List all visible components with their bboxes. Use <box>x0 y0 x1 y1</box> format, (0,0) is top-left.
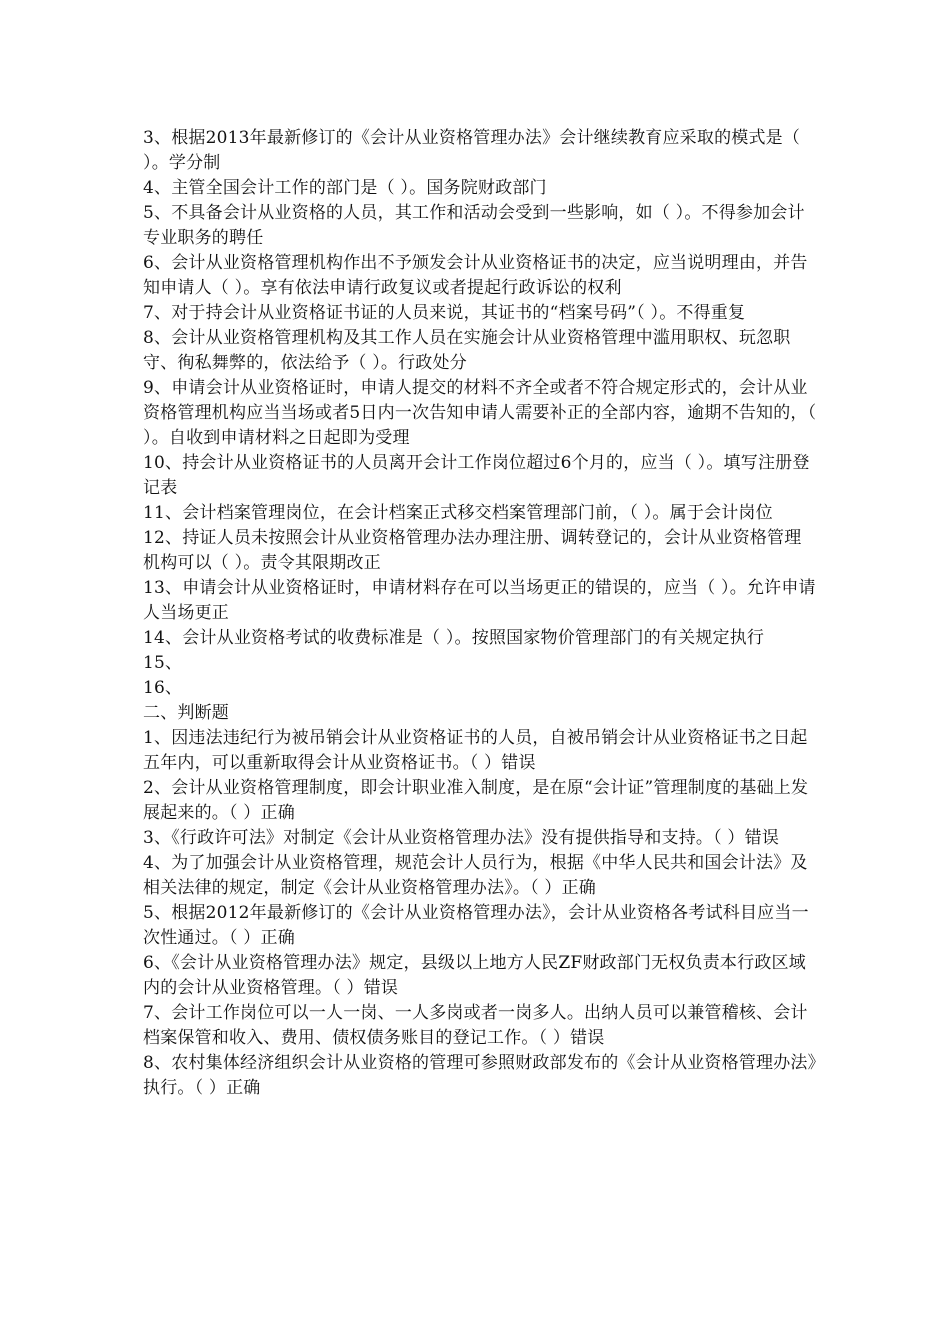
paragraph-q9: 9、申请会计从业资格证时，申请人提交的材料不齐全或者不符合规定形式的，会计从业资格管理机构应当当场或者5日内一次告知申请人需要补正的全部内容，逾期不告知的，（ ）。自收到申请材料之日起即为受理 <box>143 378 817 448</box>
paragraph-q3: 3、根据2013年最新修订的《会计从业资格管理办法》会计继续教育应采取的模式是（ ）。学分制 <box>143 128 801 173</box>
paragraph-tf5: 5、根据2012年最新修订的《会计从业资格管理办法》，会计从业资格各考试科目应当一次性通过。（ ）正确 <box>143 903 809 948</box>
paragraph-tf7: 7、会计工作岗位可以一人一岗、一人多岗或者一岗多人。出纳人员可以兼管稽核、会计档案保管和收入、费用、债权债务账目的登记工作。（ ）错误 <box>143 1003 808 1048</box>
paragraph-tf3: 3、《行政许可法》对制定《会计从业资格管理办法》没有提供指导和支持。（ ）错误 <box>143 828 780 848</box>
paragraph-tf1: 1、因违法违纪行为被吊销会计从业资格证书的人员，自被吊销会计从业资格证书之日起五年内，可以重新取得会计从业资格证书。（ ）错误 <box>143 728 808 773</box>
paragraph-q16: 16、 <box>143 678 183 698</box>
paragraph-tf6: 6、《会计从业资格管理办法》规定，县级以上地方人民ZF财政部门无权负责本行政区域内的会计从业资格管理。（ ）错误 <box>143 953 806 998</box>
document-body <box>143 126 818 1101</box>
paragraph-q15: 15、 <box>143 653 183 673</box>
paragraph-q13: 13、申请会计从业资格证时，申请材料存在可以当场更正的错误的，应当（ ）。允许申请人当场更正 <box>143 578 816 623</box>
paragraph-q5: 5、不具备会计从业资格的人员，其工作和活动会受到一些影响，如（ ）。不得参加会计专业职务的聘任 <box>143 203 805 248</box>
paragraph-tf4: 4、为了加强会计从业资格管理，规范会计人员行为，根据《中华人民共和国会计法》及相关法律的规定，制定《会计从业资格管理办法》。（ ）正确 <box>143 853 808 898</box>
paragraph-q12: 12、持证人员未按照会计从业资格管理办法办理注册、调转登记的，会计从业资格管理机构可以（ ）。责令其限期改正 <box>143 528 802 573</box>
paragraph-tf8: 8、农村集体经济组织会计从业资格的管理可参照财政部发布的《会计从业资格管理办法》执行。（ ）正确 <box>143 1053 817 1098</box>
section-heading-true-false: 二、判断题 <box>143 703 229 723</box>
paragraph-q10: 10、持会计从业资格证书的人员离开会计工作岗位超过6个月的，应当（ ）。填写注册登记表 <box>143 453 810 498</box>
paragraph-q7: 7、对于持会计从业资格证书证的人员来说，其证书的“档案号码”（ ）。不得重复 <box>143 303 746 323</box>
paragraph-q14: 14、会计从业资格考试的收费标准是（ ）。按照国家物价管理部门的有关规定执行 <box>143 628 765 648</box>
paragraph-q11: 11、会计档案管理岗位，在会计档案正式移交档案管理部门前，（ ）。属于会计岗位 <box>143 503 773 523</box>
paragraph-q6: 6、会计从业资格管理机构作出不予颁发会计从业资格证书的决定，应当说明理由，并告知申请人（ ）。享有依法申请行政复议或者提起行政诉讼的权利 <box>143 253 808 298</box>
paragraph-q4: 4、主管全国会计工作的部门是（ ）。国务院财政部门 <box>143 178 547 198</box>
paragraph-tf2: 2、会计从业资格管理制度，即会计职业准入制度，是在原“会计证”管理制度的基础上发展起来的。（ ）正确 <box>143 778 809 823</box>
paragraph-q8: 8、会计从业资格管理机构及其工作人员在实施会计从业资格管理中滥用职权、玩忽职守、徇私舞弊的，依法给予（ ）。行政处分 <box>143 328 791 373</box>
